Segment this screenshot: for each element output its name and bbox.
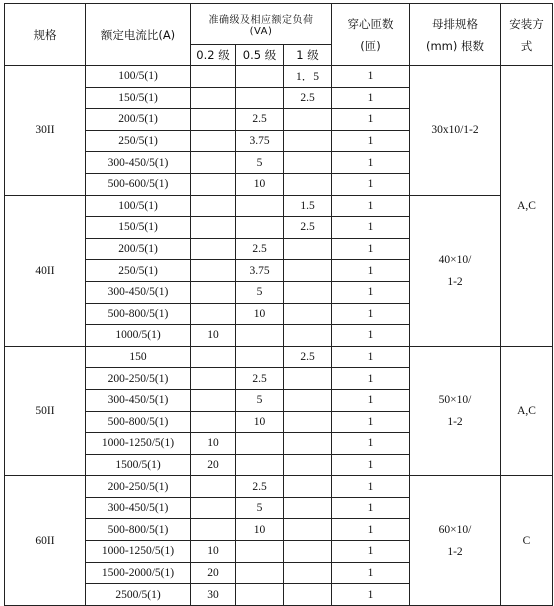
- table-row: [5, 195, 553, 217]
- ratio-cell: 1000-1250/5(1): [86, 541, 191, 563]
- turns-cell: 1: [332, 281, 410, 303]
- class-0-5-cell: [236, 433, 284, 455]
- turns-cell: 1: [332, 217, 410, 239]
- ratio-cell: 1000/5(1): [86, 325, 191, 347]
- class-0-5-cell: 10: [236, 411, 284, 433]
- class-0-2-cell: [191, 303, 236, 325]
- class-1-cell: [284, 173, 332, 195]
- turns-cell: 1: [332, 303, 410, 325]
- class-0-2-cell: [191, 260, 236, 282]
- class-0-5-cell: [236, 325, 284, 347]
- class-0-2-cell: [191, 411, 236, 433]
- ratio-cell: 200/5(1): [86, 109, 191, 131]
- class-0-5-cell: 5: [236, 152, 284, 174]
- class-0-5-cell: [236, 346, 284, 368]
- class-0-5-cell: 2.5: [236, 368, 284, 390]
- class-1-cell: [284, 433, 332, 455]
- header-spec: 规格: [5, 4, 86, 66]
- class-0-2-cell: [191, 195, 236, 217]
- table-row: [5, 476, 553, 498]
- turns-cell: 1: [332, 195, 410, 217]
- ratio-cell: 100/5(1): [86, 195, 191, 217]
- turns-cell: 1: [332, 541, 410, 563]
- header-mount-line2: 式: [520, 38, 533, 53]
- ratio-cell: 300-450/5(1): [86, 389, 191, 411]
- class-0-5-cell: [236, 584, 284, 606]
- busbar-line1: 30x10/1-2: [431, 124, 479, 137]
- turns-cell: 1: [332, 584, 410, 606]
- ratio-cell: 150/5(1): [86, 87, 191, 109]
- class-1-cell: [284, 152, 332, 174]
- ratio-cell: 500-800/5(1): [86, 303, 191, 325]
- header-busbar-line1: 母排规格: [432, 16, 478, 31]
- header-turns: [332, 4, 410, 66]
- header-busbar: [410, 4, 501, 66]
- class-1-cell: [284, 411, 332, 433]
- class-0-2-cell: 20: [191, 562, 236, 584]
- turns-cell: 1: [332, 368, 410, 390]
- class-1-cell: [284, 109, 332, 131]
- turns-cell: 1: [332, 476, 410, 498]
- ratio-cell: 500-600/5(1): [86, 173, 191, 195]
- busbar-line1: 60×10/: [438, 523, 472, 536]
- turns-cell: 1: [332, 130, 410, 152]
- class-1-cell: [284, 325, 332, 347]
- class-0-5-cell: [236, 217, 284, 239]
- header-accuracy: [191, 4, 332, 45]
- spec-table-body: [5, 66, 553, 606]
- class-0-5-cell: [236, 87, 284, 109]
- class-1-cell: [284, 368, 332, 390]
- spec-cell: 60II: [5, 476, 86, 606]
- turns-cell: 1: [332, 389, 410, 411]
- turns-cell: 1: [332, 519, 410, 541]
- table-row: [5, 346, 553, 368]
- ratio-cell: 100/5(1): [86, 66, 191, 88]
- busbar-cell: [410, 476, 501, 606]
- class-1-cell: 2.5: [284, 87, 332, 109]
- turns-cell: 1: [332, 109, 410, 131]
- class-1-cell: [284, 260, 332, 282]
- class-0-5-cell: 2.5: [236, 238, 284, 260]
- spec-cell: 40II: [5, 195, 86, 346]
- class-1-cell: [284, 130, 332, 152]
- class-0-5-cell: 5: [236, 497, 284, 519]
- class-0-5-cell: 2.5: [236, 109, 284, 131]
- class-1-cell: [284, 238, 332, 260]
- header-accuracy-line1: 准确级及相应额定负荷: [208, 15, 314, 26]
- class-0-2-cell: 20: [191, 454, 236, 476]
- turns-cell: 1: [332, 66, 410, 88]
- class-0-2-cell: 30: [191, 584, 236, 606]
- ratio-cell: 200-250/5(1): [86, 368, 191, 390]
- ratio-cell: 150/5(1): [86, 217, 191, 239]
- header-accuracy-line2: (VA): [249, 26, 273, 37]
- spec-cell: 30II: [5, 66, 86, 196]
- class-0-2-cell: [191, 389, 236, 411]
- class-0-5-cell: [236, 454, 284, 476]
- busbar-cell: [410, 66, 501, 196]
- ratio-cell: 1500-2000/5(1): [86, 562, 191, 584]
- class-1-cell: 2.5: [284, 346, 332, 368]
- ratio-cell: 1000-1250/5(1): [86, 433, 191, 455]
- busbar-line2: 1-2: [447, 275, 463, 288]
- ratio-cell: 300-450/5(1): [86, 281, 191, 303]
- class-0-2-cell: [191, 152, 236, 174]
- class-1-cell: [284, 562, 332, 584]
- class-0-2-cell: 10: [191, 325, 236, 347]
- class-1-cell: [284, 519, 332, 541]
- turns-cell: 1: [332, 87, 410, 109]
- turns-cell: 1: [332, 411, 410, 433]
- class-1-cell: [284, 303, 332, 325]
- ratio-cell: 1500/5(1): [86, 454, 191, 476]
- turns-cell: 1: [332, 238, 410, 260]
- class-0-2-cell: 10: [191, 541, 236, 563]
- class-0-2-cell: [191, 476, 236, 498]
- ratio-cell: 200-250/5(1): [86, 476, 191, 498]
- class-0-5-cell: 2.5: [236, 476, 284, 498]
- spec-table: [4, 3, 553, 606]
- turns-cell: 1: [332, 152, 410, 174]
- class-0-5-cell: 10: [236, 303, 284, 325]
- class-0-5-cell: 3.75: [236, 260, 284, 282]
- busbar-line2: 1-2: [447, 545, 463, 558]
- class-0-5-cell: [236, 562, 284, 584]
- busbar-cell: [410, 195, 501, 346]
- class-0-2-cell: [191, 281, 236, 303]
- header-busbar-line2: (mm) 根数: [425, 38, 485, 53]
- spec-cell: 50II: [5, 346, 86, 476]
- class-0-5-cell: 5: [236, 281, 284, 303]
- class-1-cell: 1．5: [284, 66, 332, 88]
- class-0-2-cell: [191, 497, 236, 519]
- mount-cell: A,C: [501, 346, 553, 476]
- header-class-1: 1 级: [284, 45, 332, 66]
- turns-cell: 1: [332, 562, 410, 584]
- turns-cell: 1: [332, 173, 410, 195]
- class-1-cell: [284, 454, 332, 476]
- class-0-5-cell: 5: [236, 389, 284, 411]
- busbar-cell: [410, 346, 501, 476]
- class-0-5-cell: 3.75: [236, 130, 284, 152]
- busbar-line1: 50×10/: [438, 394, 472, 406]
- header-class-0-2: 0.2 级: [191, 45, 236, 66]
- class-1-cell: 2.5: [284, 217, 332, 239]
- header-class-0-5: 0.5 级: [236, 45, 284, 66]
- turns-cell: 1: [332, 346, 410, 368]
- ratio-cell: 500-800/5(1): [86, 519, 191, 541]
- class-1-cell: [284, 389, 332, 411]
- class-0-5-cell: [236, 66, 284, 88]
- mount-cell: A,C: [501, 66, 553, 347]
- class-0-2-cell: [191, 217, 236, 239]
- class-0-2-cell: 10: [191, 433, 236, 455]
- ratio-cell: 250/5(1): [86, 260, 191, 282]
- table-row: [5, 66, 553, 88]
- turns-cell: 1: [332, 433, 410, 455]
- class-0-2-cell: [191, 346, 236, 368]
- class-0-2-cell: [191, 66, 236, 88]
- ratio-cell: 2500/5(1): [86, 584, 191, 606]
- class-0-5-cell: 10: [236, 519, 284, 541]
- header-mount-line1: 安装方: [509, 16, 544, 31]
- header-mount: [501, 4, 553, 66]
- class-1-cell: [284, 476, 332, 498]
- class-1-cell: [284, 584, 332, 606]
- turns-cell: 1: [332, 497, 410, 519]
- class-0-2-cell: [191, 238, 236, 260]
- class-0-2-cell: [191, 173, 236, 195]
- class-0-2-cell: [191, 87, 236, 109]
- class-0-2-cell: [191, 109, 236, 131]
- class-1-cell: 1.5: [284, 195, 332, 217]
- turns-cell: 1: [332, 454, 410, 476]
- header-turns-line1: 穿心匝数: [347, 16, 394, 31]
- busbar-line1: 40×10/: [438, 253, 472, 266]
- ratio-cell: 150: [86, 346, 191, 368]
- class-1-cell: [284, 541, 332, 563]
- mount-cell: C: [501, 476, 553, 606]
- class-0-5-cell: 10: [236, 173, 284, 195]
- class-0-2-cell: [191, 519, 236, 541]
- class-0-5-cell: [236, 541, 284, 563]
- ratio-cell: 500-800/5(1): [86, 411, 191, 433]
- class-0-2-cell: [191, 130, 236, 152]
- class-0-2-cell: [191, 368, 236, 390]
- class-1-cell: [284, 497, 332, 519]
- turns-cell: 1: [332, 260, 410, 282]
- class-0-5-cell: [236, 195, 284, 217]
- header-turns-line2: (匝): [360, 38, 381, 53]
- turns-cell: 1: [332, 325, 410, 347]
- ratio-cell: 200/5(1): [86, 238, 191, 260]
- busbar-line2: 1-2: [447, 416, 463, 428]
- ratio-cell: 300-450/5(1): [86, 152, 191, 174]
- ratio-cell: 250/5(1): [86, 130, 191, 152]
- class-1-cell: [284, 281, 332, 303]
- ratio-cell: 300-450/5(1): [86, 497, 191, 519]
- header-ratio: 额定电流比(A): [86, 4, 191, 66]
